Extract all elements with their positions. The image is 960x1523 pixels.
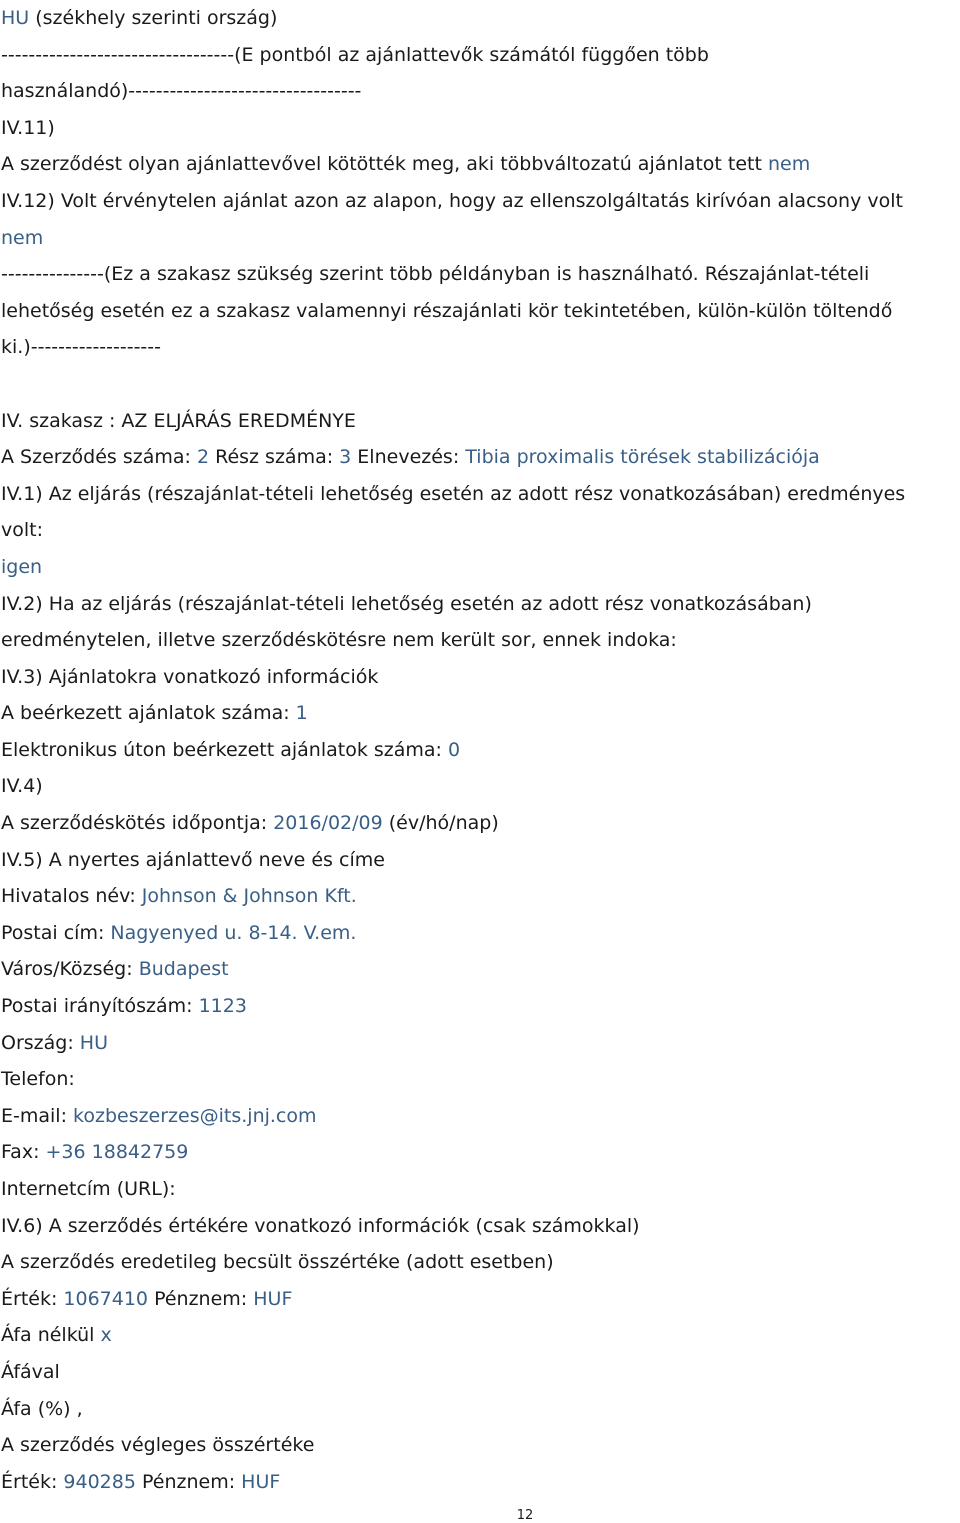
without-vat-mark: x [100,1324,112,1347]
section-iv4-heading: IV.4) [1,775,43,798]
line-with-vat: Áfával [1,1360,60,1383]
line-fax [1,1134,956,1171]
line-email [1,1098,956,1135]
city-value: Budapest [138,958,229,981]
line-vat-percent: Áfa (%) , [1,1397,83,1420]
line-country-seat [1,0,956,37]
final-currency-label: Pénznem: [135,1470,242,1493]
separator-line-2: használandó)---------------------------------- [1,80,362,103]
email-value: kozbeszerzes@its.jnj.com [73,1104,317,1127]
section-iv5-heading: IV.5) A nyertes ajánlattevő neve és címe [1,848,385,871]
email-label: E-mail: [1,1104,74,1127]
line-estimated-total: A szerződés eredetileg becsült összértéke (adott esetben) [1,1251,554,1274]
contract-date-format: (év/hó/nap) [382,812,499,835]
line-official-name [1,878,956,915]
postal-code-value: 1123 [198,995,247,1018]
section-iv3-heading: IV.3) Ajánlatokra vonatkozó információk [1,665,379,688]
variant-offer-value: nem [767,153,811,176]
line-offers-count [1,695,956,732]
line-url: Internetcím (URL): [1,1178,176,1200]
fax-label: Fax: [1,1141,46,1164]
name-label: Elnevezés: [351,446,466,469]
line-estimated-value [1,1281,956,1318]
line-postal-address [1,915,956,952]
line-country [1,1025,956,1062]
variant-offer-label: A szerződést olyan ajánlattevővel kötötték meg, aki többváltozatú ajánlatot tett [1,153,768,176]
contract-date-value: 2016/02/09 [273,812,383,835]
line-final-total: A szerződés végleges összértéke [1,1434,315,1457]
fax-value: +36 18842759 [45,1141,189,1164]
successful-value: igen [1,555,43,578]
city-label: Város/Község: [1,958,139,981]
part-number-value: 3 [339,446,352,469]
line-contract-number [1,439,956,476]
spacer [1,366,956,403]
final-currency-value: HUF [241,1470,281,1493]
document-body [1,0,956,1500]
country-value: HU [1,7,30,29]
estimated-currency-label: Pénznem: [148,1287,254,1310]
postal-address-label: Postai cím: [1,921,111,944]
postal-code-label: Postai irányítószám: [1,995,199,1018]
official-name-value: Johnson & Johnson Kft. [141,885,357,908]
electronic-offers-value: 0 [447,738,461,761]
line-postal-code [1,988,956,1025]
estimated-currency-value: HUF [253,1287,293,1310]
contract-date-label: A szerződéskötés időpontja: [1,812,274,835]
line-contract-date [1,805,956,842]
separator-line-1: ----------------------------------(E pontból az ajánlattevők számától függően több [1,43,709,66]
note-line-2: lehetőség esetén ez a szakasz valamennyi részajánlati kör tekintetében, külön-külön töltendő [1,299,893,322]
section-iv11-heading: IV.11) [1,116,55,139]
line-electronic-offers [1,732,956,769]
page-number: 12 [516,1508,534,1523]
country-field-label: Ország: [1,1031,80,1054]
official-name-label: Hivatalos név: [1,885,142,908]
section-iv6-heading: IV.6) A szerződés értékére vonatkozó információk (csak számokkal) [1,1214,640,1237]
section-iv2-line-2: eredménytelen, illetve szerződéskötésre nem került sor, ennek indoka: [1,629,677,652]
line-variant-offer [1,146,956,183]
section-iv12-heading: IV.12) Volt érvénytelen ajánlat azon az alapon, hogy az ellenszolgáltatás kirívóan alacsony volt [1,189,903,212]
without-vat-label: Áfa nélkül [1,1324,101,1347]
line-city [1,951,956,988]
line-phone: Telefon: [1,1068,75,1091]
note-line-1: ---------------(Ez a szakasz szükség szerint több példányban is használható. Részajánlat-tételi [1,263,870,286]
postal-address-value: Nagyenyed u. 8-14. V.em. [110,921,357,944]
country-label: (székhely szerinti ország) [29,7,278,29]
offers-count-label: A beérkezett ajánlatok száma: [1,702,296,725]
section-iv1-line-1: IV.1) Az eljárás (részajánlat-tételi lehetőség esetén az adott rész vonatkozásában) eredményes [1,482,906,505]
electronic-offers-label: Elektronikus úton beérkezett ajánlatok száma: [1,738,448,761]
note-line-3: ki.)------------------- [1,336,161,359]
estimated-value-amount: 1067410 [63,1287,149,1310]
final-value-label: Érték: [1,1470,64,1493]
offers-count-value: 1 [295,702,308,725]
name-value: Tibia proximalis törések stabilizációja [465,446,820,469]
section-iv1-line-2: volt: [1,519,43,542]
estimated-value-label: Érték: [1,1287,64,1310]
invalid-offer-value: nem [1,226,44,249]
part-number-label: Rész száma: [209,446,340,469]
line-final-value [1,1464,956,1501]
contract-number-label: A Szerződés száma: [1,446,197,469]
country-field-value: HU [79,1031,108,1054]
contract-number-value: 2 [196,446,210,469]
final-value-amount: 940285 [63,1470,136,1493]
section-iv2-line-1: IV.2) Ha az eljárás (részajánlat-tételi lehetőség esetén az adott rész vonatkozásában) [1,592,812,615]
section-iv-title: IV. szakasz : AZ ELJÁRÁS EREDMÉNYE [1,409,356,432]
line-without-vat [1,1317,956,1354]
